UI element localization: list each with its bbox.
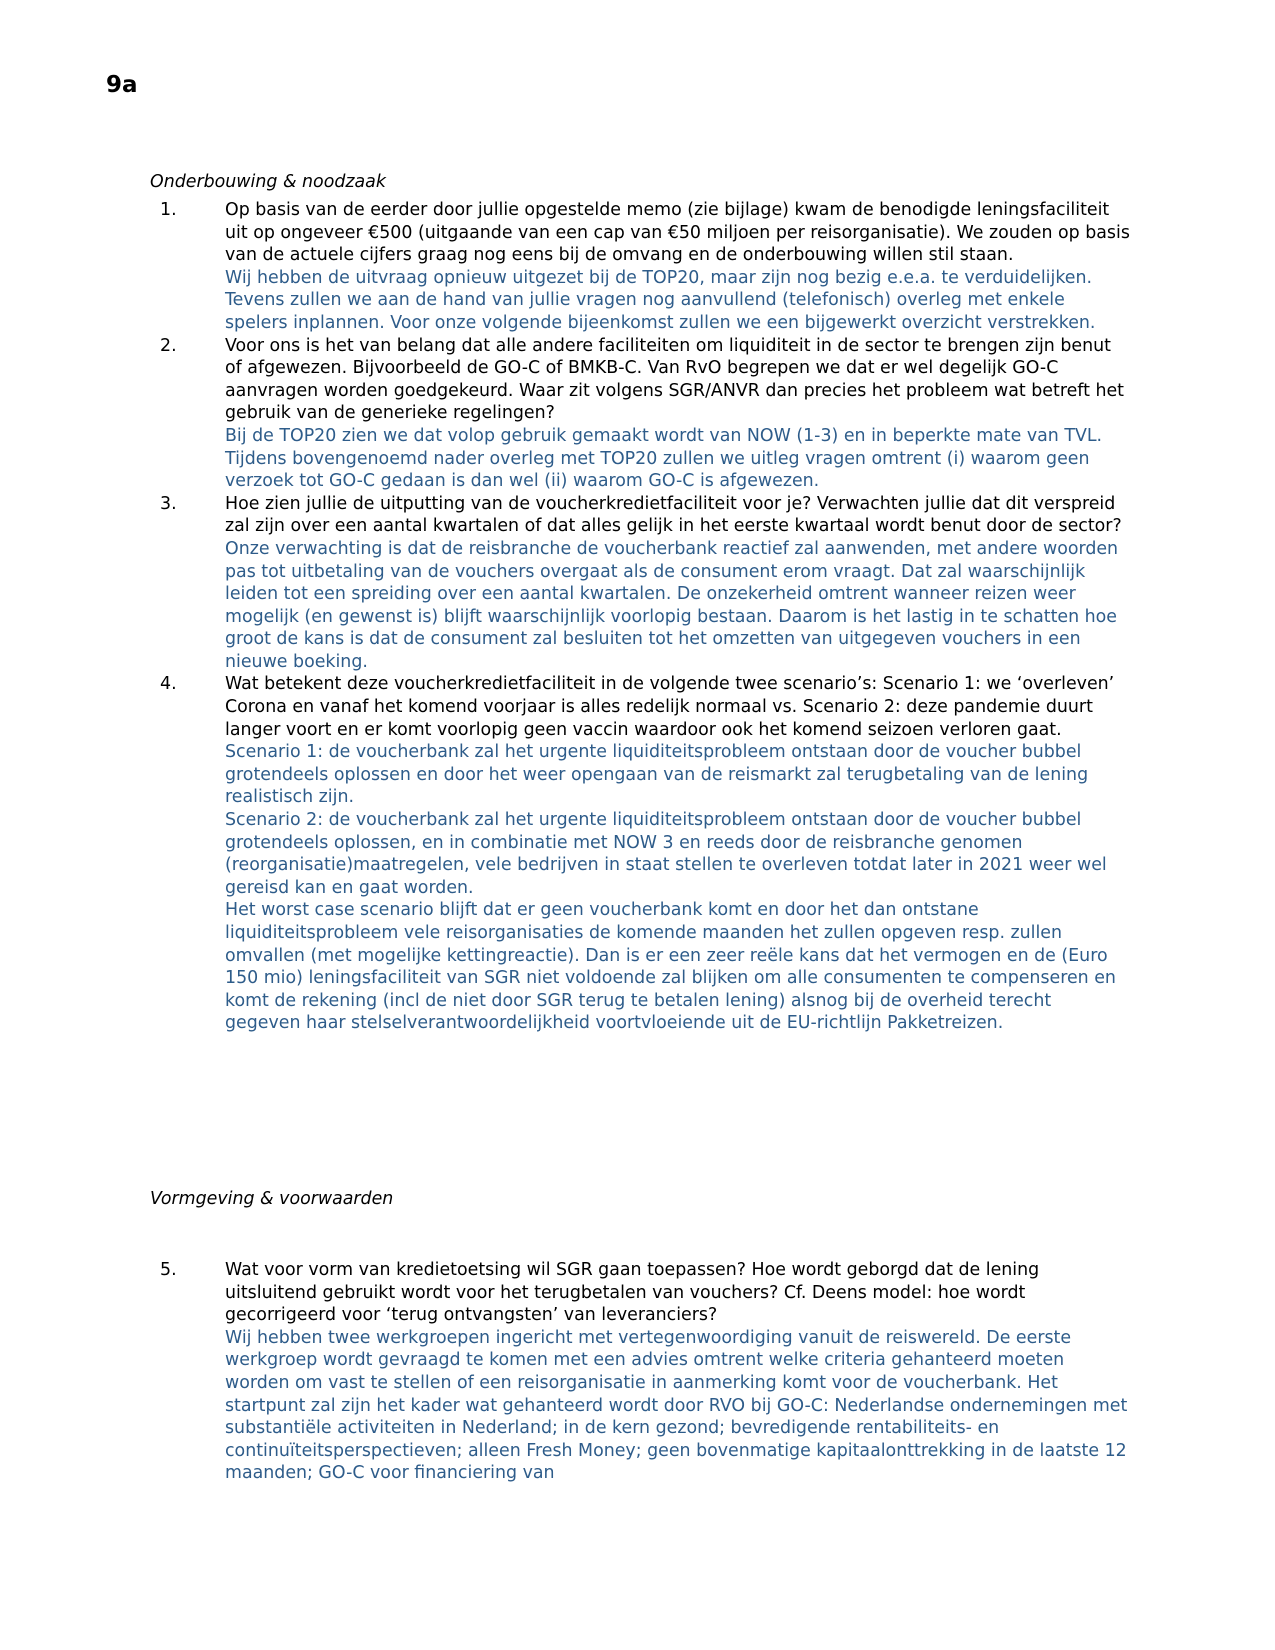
- page-number: 9a: [106, 72, 138, 98]
- question-number: 4.: [160, 674, 177, 695]
- question-list-vormgeving: [150, 1259, 1130, 1485]
- question-text: Op basis van de eerder door jullie opgestelde memo (zie bijlage) kwam de benodigde leningsfaciliteit uit op ongeveer €500 (uitgaande van een cap van €50 miljoen per reisorganisatie). We zouden op basis van de actuele cijfers graag nog eens bij de omvang en de onderbouwing willen stil staan.: [225, 200, 1130, 266]
- question-item-1: [150, 199, 1130, 335]
- question-item-2: [150, 335, 1130, 493]
- question-list-onderbouwing: [150, 199, 1130, 1035]
- question-item-4: [150, 673, 1130, 1035]
- section-heading-vormgeving: Vormgeving & voorwaarden: [150, 1189, 394, 1209]
- answer-text: Het worst case scenario blijft dat er geen voucherbank komt en door het dan ontstane liquiditeitsprobleem vele reisorganisaties de komende maanden het zullen opgeven resp. zullen omvallen (met mogelijke kettingreactie). Dan is er een zeer reële kans dat het vermogen en de (Euro 150 mio) leningsfaciliteit van SGR niet voldoende zal blijken om alle consumenten te compenseren en komt de rekening (incl de niet door SGR terug te betalen lening) alsnog bij de overheid terecht gegeven haar stelselverantwoordelijkheid voortvloeiende uit de EU-richtlijn Pakketreizen.: [225, 900, 1116, 1034]
- answer-text: Onze verwachting is dat de reisbranche de voucherbank reactief zal aanwenden, met andere woorden pas tot uitbetaling van de vouchers overgaat als de consument erom vraagt. Dat zal waarschijnlijk leiden tot een spreiding over een aantal kwartalen. De onzekerheid omtrent wanneer reizen weer mogelijk (en gewenst is) blijft waarschijnlijk voorlopig bestaan. Daarom is het lastig in te schatten hoe groot de kans is dat de consument zal besluiten tot het omzetten van uitgegeven vouchers in een nieuwe boeking.: [225, 538, 1119, 672]
- answer-text: Bij de TOP20 zien we dat volop gebruik gemaakt wordt van NOW (1-3) en in beperkte mate van TVL. Tijdens bovengenoemd nader overleg met TOP20 zullen we uitleg vragen omtrent (i) waarom geen verzoek tot GO-C gedaan is dan wel (ii) waarom GO-C is afgewezen.: [225, 425, 1103, 492]
- answer-text: Wij hebben de uitvraag opnieuw uitgezet bij de TOP20, maar zijn nog bezig e.e.a. te verduidelijken. Tevens zullen we aan de hand van jullie vragen nog aanvullend (telefonisch) overleg met enkele spelers inplannen. Voor onze volgende bijeenkomst zullen we een bijgewerkt overzicht verstrekken.: [225, 267, 1096, 333]
- question-item-3: [150, 493, 1130, 674]
- question-number: 2.: [160, 335, 177, 356]
- question-text: Hoe zien jullie de uitputting van de voucherkredietfaciliteit voor je? Verwachten jullie dat dit verspreid zal zijn over een aantal kwartalen of dat alles gelijk in het eerste kwartaal wordt benut door de sector?: [225, 493, 1122, 537]
- question-text: Wat voor vorm van kredietoetsing wil SGR gaan toepassen? Hoe wordt geborgd dat de lening uitsluitend gebruikt wordt voor het terugbetalen van vouchers? Cf. Deens model: hoe wordt gecorrigeerd voor ‘terug ontvangsten’ van leveranciers?: [225, 1260, 1040, 1326]
- question-number: 1.: [160, 200, 177, 220]
- question-text: Voor ons is het van belang dat alle andere faciliteiten om liquiditeit in de sector te brengen zijn benut of afgewezen. Bijvoorbeeld de GO-C of BMKB-C. Van RvO begrepen we dat er wel degelijk GO-C aanvragen worden goedgekeurd. Waar zit volgens SGR/ANVR dan precies het probleem wat betreft het gebruik van de generieke regelingen?: [225, 335, 1124, 424]
- answer-text: Scenario 2: de voucherbank zal het urgente liquiditeitsprobleem ontstaan door de voucher bubbel grotendeels oplossen, en in combinatie met NOW 3 en reeds door de reisbranche genomen (reorganisatie)maatregelen, vele bedrijven in staat stellen te overleven totdat later in 2021 weer wel gereisd kan en gaat worden.: [225, 810, 1107, 898]
- section-heading-onderbouwing: Onderbouwing & noodzaak: [150, 172, 386, 192]
- answer-text: Scenario 1: de voucherbank zal het urgente liquiditeitsprobleem ontstaan door de voucher bubbel grotendeels oplossen en door het weer opengaan van de reismarkt zal terugbetaling van de lening realistisch zijn.: [225, 742, 1089, 808]
- question-item-5: [150, 1259, 1130, 1485]
- question-text: Wat betekent deze voucherkredietfaciliteit in de volgende twee scenario’s: Scenario 1: we ‘overleven’ Corona en vanaf het komend voorjaar is alles redelijk normaal vs. Scenario 2: deze pandemie duurt langer voort en er komt voorlopig geen vaccin waardoor ook het komend seizoen verloren gaat.: [225, 674, 1115, 740]
- question-number: 5.: [160, 1260, 177, 1280]
- answer-text: Wij hebben twee werkgroepen ingericht met vertegenwoordiging vanuit de reiswereld. De eerste werkgroep wordt gevraagd te komen met een advies omtrent welke criteria gehanteerd moeten worden om vast te stellen of een reisorganisatie in aanmerking komt voor de voucherbank. Het startpunt zal zijn het kader wat gehanteerd wordt door RVO bij GO-C: Nederlandse ondernemingen met substantiële activiteiten in Nederland; in de kern gezond; bevredigende rentabiliteits- en continuïteitsperspectieven; alleen Fresh Money; geen bovenmatige kapitaalonttrekking in de laatste 12 maanden; GO-C voor financiering van: [225, 1327, 1128, 1484]
- question-number: 3.: [160, 493, 177, 514]
